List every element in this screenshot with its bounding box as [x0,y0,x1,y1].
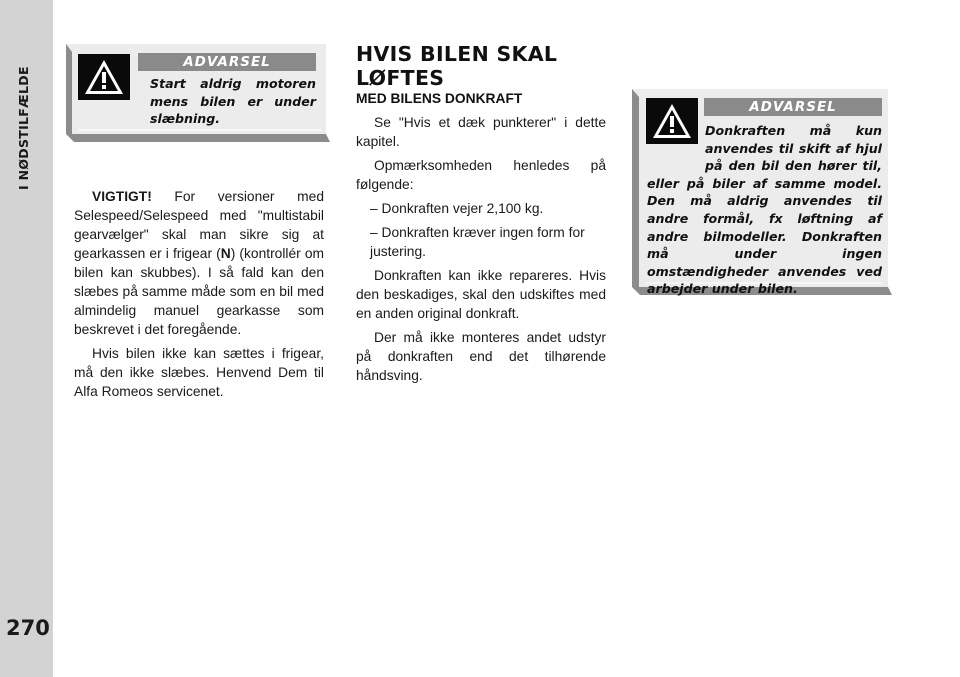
warning-label-2: ADVARSEL [704,98,882,116]
important-label: VIGTIGT! [92,189,152,204]
warning-label: ADVARSEL [138,53,316,71]
warning-text-content: Start aldrig motoren mens bilen er under slæbning. [150,76,316,127]
warning-box-jack [632,89,892,299]
warning-text [76,75,316,128]
paragraph-attention: Opmærksomheden henledes på følgende: [356,158,606,192]
paragraph-equipment: Der må ikke monteres andet udstyr på donkraften end det tilhørende håndsving. [356,330,606,383]
warning-text-content-2: Donkraften må kun anvendes til skift af hjul på den bil den hører til, eller på biler af samme model. Den må aldrig anvendes til andre formål, fx løftning af andre bilmodeller. Donkraften må under ingen omstændigheder anvendes ved arbejder under bilen. [647,123,882,297]
warning-text-2 [647,122,882,298]
section-title: HVIS BILEN SKAL LØFTES [356,42,558,90]
paragraph-repair: Donkraften kan ikke repareres. Hvis den beskadiges, skal den udskiftes med en anden original donkraft. [356,268,606,321]
warning-box-engine [66,44,330,146]
bullet-weight: – Donkraften vejer 2,100 kg. [370,201,544,216]
important-text-b: ) (kontrollér om bilen kan skubbes). I så fald kan den slæbes på samme måde som en bil med almindelig manuel gearkasse som beskrevet i det foregående. [74,246,325,337]
paragraph-no-towing: Hvis bilen ikke kan sættes i frigear, må den ikke slæbes. Henvend Dem til Alfa Romeos servicenet. [74,346,324,399]
section-subheading: MED BILENS DONKRAFT [356,91,523,106]
important-note [74,187,324,406]
neutral-gear-letter: N [220,246,231,261]
bullet-adjustment: – Donkraften kræver ingen form for justering. [370,225,585,259]
important-text-a: For versioner med Selespeed/Selespeed med "multistabil gearvælger" skal man sikre sig at gearkassen er i frigear ( [74,189,324,261]
page-number: 270 [6,616,50,640]
paragraph-reference: Se "Hvis et dæk punkterer" i dette kapitel. [356,115,606,149]
chapter-title: I NØDSTILFÆLDE [16,66,31,190]
jack-instructions [356,113,606,390]
